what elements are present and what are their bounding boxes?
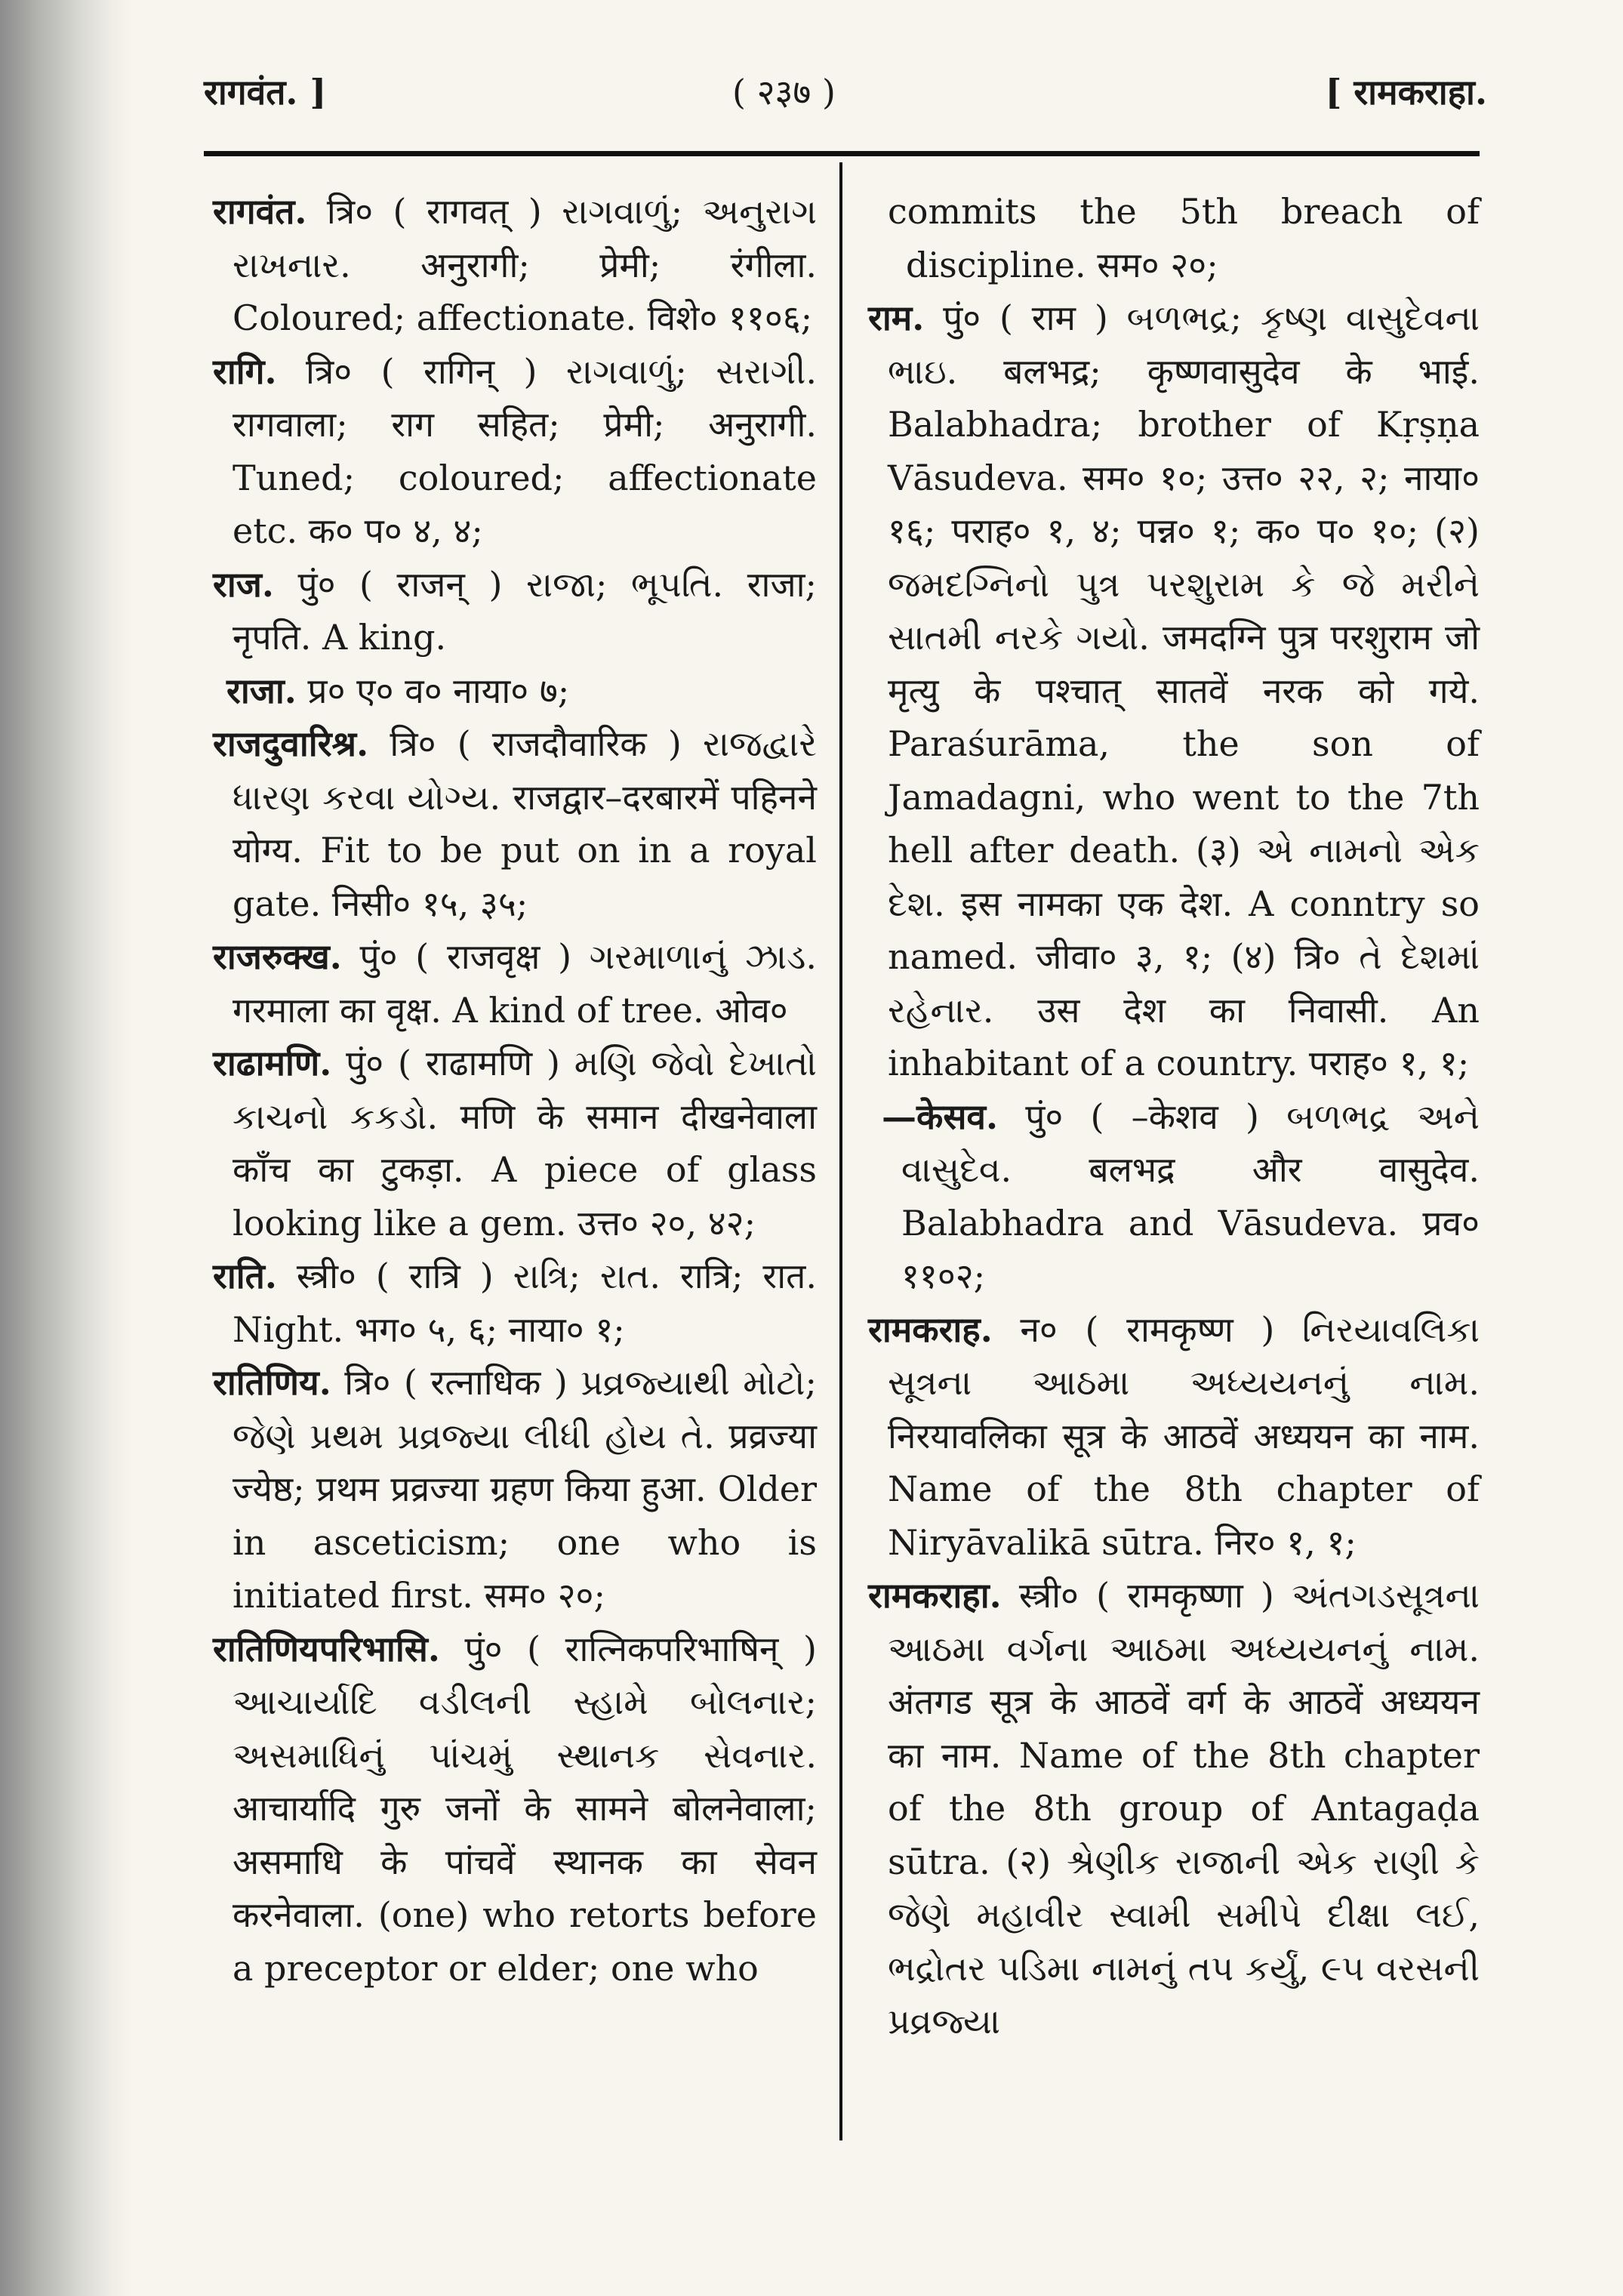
entry-headword: राज. [213,563,274,605]
entry-headword: राम. [868,297,925,338]
right-column [868,185,1480,2048]
header-right-guideword: [ रामकराहा. [1325,72,1487,112]
entry-definition: स्त्री० ( रात्रि ) રાત્રિ; રાત. रात्रि; रात. Night. भग० ५, ६; नाया० १; [233,1256,817,1350]
entry-headword: रामकराह. [868,1308,993,1350]
page-binding-shadow [0,0,132,2296]
entry-headword: रातिणियपरिभासि. [213,1628,440,1669]
dictionary-entry [213,345,817,558]
entry-definition: त्रि० ( रत्नाधिक ) પ્રવ્રજ્યાથી મોટો; જેણે પ્રથમ પ્રવ્રજ્યા લીધી હોય તે. प्रव्रज्या ज्येष्ठ; प्रथम प्रव्रज्या ग्रहण किया हुआ. Older in asceticism; one who is initiated first. सम० २०; [233,1362,817,1616]
left-column [213,185,817,1995]
dictionary-entry [868,185,1480,291]
entry-headword: रातिणिय. [213,1362,331,1403]
entry-definition: पुं० ( राजवृक्ष ) ગરમાળાનું ઝાડ. गरमाला का वृक्ष. A kind of tree. ओव० [233,936,818,1031]
header-rule [204,151,1480,156]
dictionary-entry [213,558,817,664]
column-divider [839,162,842,2140]
entry-headword: —केसव. [882,1096,999,1137]
dictionary-entry [213,1250,817,1356]
dictionary-entry [868,1569,1480,2048]
entry-definition: त्रि० ( राजदौवारिक ) રાજદ્વારે ધારણ કરવા યોગ્ય. राजद्वार–दरबारमें पहिनने योग्य. Fit to be put on in a royal gate. निसी० १५, ३५; [233,723,818,924]
dictionary-entry [213,1356,817,1623]
dictionary-entry [868,1090,1480,1303]
entry-definition: न० ( रामकृष्ण ) નિરયાવલિકા સૂત્રના આઠમા અધ્યયનનું નામ. निरयावलिका सूत्र के आठवें अध्ययन का नाम. Name of the 8th chapter of Niryāvalikā sūtra. निर० १, १; [888,1308,1480,1563]
entry-definition: पुं० ( राढामणि ) મણિ જેવો દેખાતો કાચનો કકડો. मणि के समान दीखनेवाला काँच का टुकड़ा. A piece of glass looking like a gem. उत्त० २०, ४२; [233,1043,817,1244]
dictionary-entry [213,185,817,345]
entry-definition: पुं० ( रात्निकपरिभाषिन् ) આચાર્યાદિ વડીલની સ્હામે બોલનાર; અસમાધિનું પાંચમું સ્થાનક સેવનાર. आचार्यादि गुरु जनों के सामने बोलनेवाला; असमाधि के पांचवें स्थानक का सेवन करनेवाला. (one) who retorts before a preceptor or elder; one who [233,1628,817,1989]
dictionary-entry [868,291,1480,1090]
entry-definition: त्रि० ( रागिन् ) રાગવાળું; સરાગી. रागवाला; राग सहित; प्रेमी; अनुरागी. Tuned; coloured; affectionate etc. क० प० ४, ४; [233,350,817,551]
entry-headword: रागि. [213,350,277,392]
entry-headword: रागवंत. [213,191,307,232]
entry-definition: commits the 5th breach of discipline. सम० २०; [888,191,1480,285]
entry-definition: पुं० ( राम ) બળભદ્ર; કૃષ્ણ વાસુદેવના ભાઇ. बलभद्र; कृष्णवासुदेव के भाई. Balabhadra; brother of Kṛṣṇa Vāsudeva. सम० १०; उत्त० २२, २; नाया० १६; पराह० १, ४; पन्न० १; क० प० १०; (२) જમદગ્નિનો પુત્ર પરશુરામ કે જે મરીને સાતમી નરકે ગયો. जमदग्नि पुत्र परशुराम जो मृत्यु के पश्चात् सातवें नरक को गये. Paraśurāma, the son of Jamadagni, who went to the 7th hell after death. (३) એ નામનો એક દેશ. इस नामका एक देश. A conntry so named. जीवा० ३, १; (४) त्रि० તે દેશમાં રહેનાર. उस देश का निवासी. An inhabitant of a country. पराह० १, १; [888,297,1480,1083]
entry-definition: पुं० ( –केशव ) બળભદ્ર અને વાસુદેવ. बलभद्र और वासुदेव. Balabhadra and Vāsudeva. प्रव० ११०२; [901,1096,1480,1296]
page-number: ( २३७ ) [732,72,836,112]
entry-headword: राजा. [226,670,297,711]
dictionary-entry [213,664,817,718]
entry-headword: राजदुवारिश्र. [213,723,369,764]
dictionary-entry [213,930,817,1037]
entry-definition: त्रि० ( रागवत् ) રાગવાળું; અનુરાગ રાખનાર. अनुरागी; प्रेमी; रंगीला. Coloured; affectionate. विशे० ११०६; [233,191,818,338]
entry-definition: पुं० ( राजन् ) રાજા; ભૂપતિ. राजा; नृपति. A king. [233,563,817,658]
dictionary-entry [213,1623,817,1996]
dictionary-entry [213,1037,817,1250]
entry-headword: राजरुक्ख. [213,936,342,977]
entry-headword: रामकराहा. [868,1575,1002,1616]
header-left-guideword: रागवंत. ] [204,72,327,112]
entry-definition: प्र० ए० व० नाया० ७; [307,670,570,711]
entry-headword: राढामणि. [213,1043,332,1083]
dictionary-entry [213,717,817,930]
dictionary-entry [868,1303,1480,1570]
entry-headword: राति. [213,1256,277,1296]
entry-definition: स्त्री० ( रामकृष्णा ) અંતગડસૂત્રના આઠમા વર્ગના આઠમા અધ્યયનનું નામ. अंतगड सूत्र के आठवें वर्ग के आठवें अध्ययन का नाम. Name of the 8th chapter of the 8th group of Antagaḍa sūtra. (२) શ્રેણીક રાજાની એક રાણી કે જેણે મહાવીર સ્વામી સમીપે દીક્ષા લઈ, ભદ્રોતર પડિમા નામનું તપ કર્યું, ૯૫ વરસની પ્રવ્રજ્યા [888,1575,1480,2042]
page-header [204,53,1487,128]
